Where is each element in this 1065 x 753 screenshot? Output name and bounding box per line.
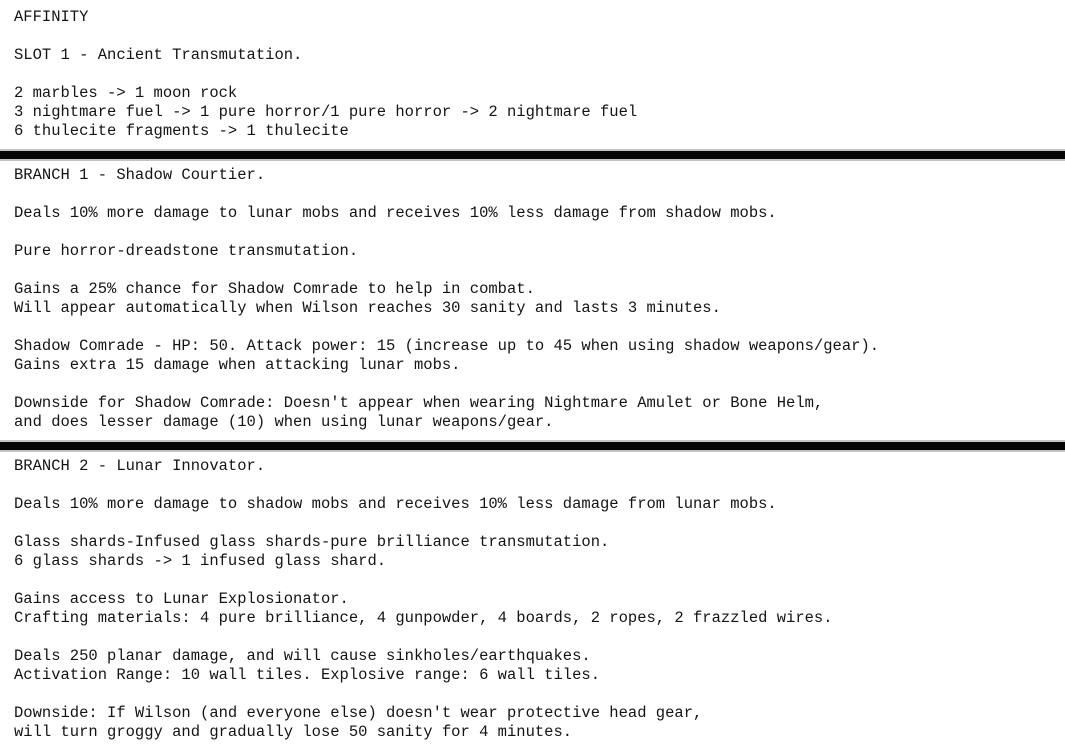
paragraph <box>14 242 1051 261</box>
paragraph <box>14 337 1051 375</box>
paragraph <box>14 457 1051 476</box>
paragraph <box>14 84 1051 141</box>
section-divider <box>0 149 1065 161</box>
paragraph <box>14 166 1051 185</box>
text-line: Gains a 25% chance for Shadow Comrade to help in combat. <box>14 280 535 298</box>
paragraph <box>14 204 1051 223</box>
paragraph <box>14 590 1051 628</box>
paragraph <box>14 46 1051 65</box>
paragraph <box>14 533 1051 571</box>
text-line: will turn groggy and gradually lose 50 sanity for 4 minutes. <box>14 723 573 741</box>
text-line: Downside: If Wilson (and everyone else) doesn't wear protective head gear, <box>14 704 703 722</box>
text-line: 3 nightmare fuel -> 1 pure horror/1 pure horror -> 2 nightmare fuel <box>14 103 638 121</box>
text-line: Glass shards-Infused glass shards-pure brilliance transmutation. <box>14 533 610 551</box>
section-divider <box>0 440 1065 452</box>
text-line: Downside for Shadow Comrade: Doesn't appear when wearing Nightmare Amulet or Bone Helm, <box>14 394 824 412</box>
paragraph <box>14 280 1051 318</box>
paragraph <box>14 704 1051 742</box>
text-line: Shadow Comrade - HP: 50. Attack power: 15 (increase up to 45 when using shadow weapons/gear). <box>14 337 880 355</box>
text-line: Deals 10% more damage to shadow mobs and receives 10% less damage from lunar mobs. <box>14 495 777 513</box>
paragraph <box>14 495 1051 514</box>
text-line: Gains access to Lunar Explosionator. <box>14 590 349 608</box>
text-line: Activation Range: 10 wall tiles. Explosive range: 6 wall tiles. <box>14 666 600 684</box>
paragraph <box>14 647 1051 685</box>
text-line: Deals 10% more damage to lunar mobs and receives 10% less damage from shadow mobs. <box>14 204 777 222</box>
paragraph <box>14 394 1051 432</box>
text-line: 6 thulecite fragments -> 1 thulecite <box>14 122 349 140</box>
paragraph <box>14 8 1051 27</box>
text-line: 2 marbles -> 1 moon rock <box>14 84 238 102</box>
text-line: Crafting materials: 4 pure brilliance, 4 gunpowder, 4 boards, 2 ropes, 2 frazzled wires. <box>14 609 833 627</box>
text-line: BRANCH 1 - Shadow Courtier. <box>14 166 266 184</box>
text-line: Will appear automatically when Wilson reaches 30 sanity and lasts 3 minutes. <box>14 299 721 317</box>
text-line: BRANCH 2 - Lunar Innovator. <box>14 457 266 475</box>
text-line: Pure horror-dreadstone transmutation. <box>14 242 359 260</box>
text-line: and does lesser damage (10) when using lunar weapons/gear. <box>14 413 554 431</box>
section-branch-2-lunar-innovator <box>14 457 1051 742</box>
section-slot-1-ancient-transmutation <box>14 8 1051 141</box>
text-line: SLOT 1 - Ancient Transmutation. <box>14 46 303 64</box>
text-line: AFFINITY <box>14 8 89 26</box>
section-branch-1-shadow-courtier <box>14 166 1051 432</box>
text-line: Deals 250 planar damage, and will cause sinkholes/earthquakes. <box>14 647 591 665</box>
text-line: 6 glass shards -> 1 infused glass shard. <box>14 552 387 570</box>
text-line: Gains extra 15 damage when attacking lunar mobs. <box>14 356 461 374</box>
